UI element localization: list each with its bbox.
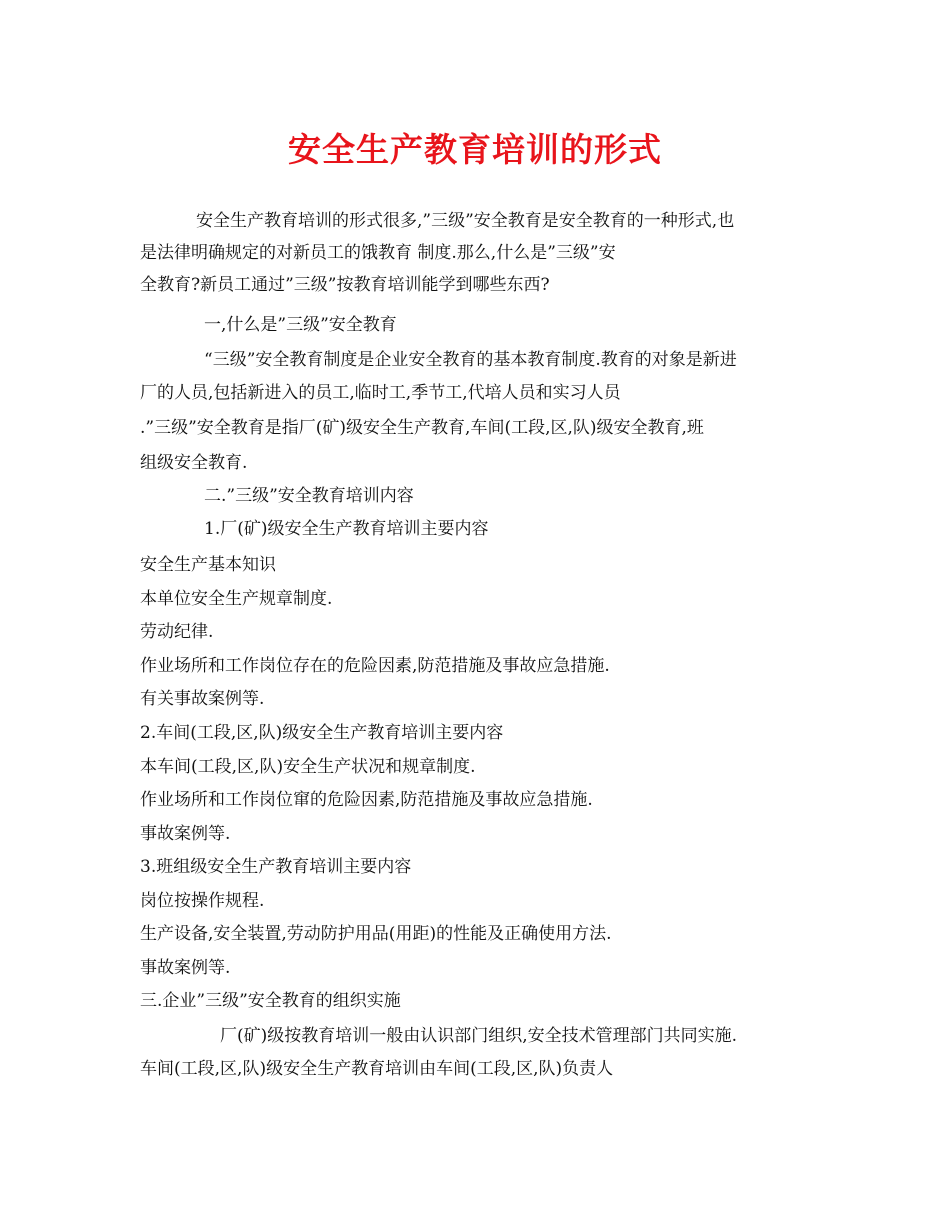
list-item: 本单位安全生产规章制度. <box>140 589 333 609</box>
paragraph-line: 车间(工段,区,队)级安全生产教育培训由车间(工段,区,队)负责人 <box>140 1059 614 1079</box>
paragraph-line: 安全生产教育培训的形式很多,”三级”安全教育是安全教育的一种形式,也 <box>196 211 735 231</box>
paragraph-line: 是法律明确规定的对新员工的饿教育 制度.那么,什么是”三级”安 <box>140 243 616 263</box>
section-heading: 二.”三级”安全教育培训内容 <box>204 486 414 506</box>
paragraph-line: 厂的人员,包括新进入的员工,临时工,季节工,代培人员和实习人员 <box>140 383 621 403</box>
list-item: 事故案例等. <box>140 958 231 978</box>
paragraph-line: 全教育?新员工通过”三级”按教育培训能学到哪些东西? <box>140 275 550 295</box>
list-item: 作业场所和工作岗位窜的危险因素,防范措施及事故应急措施. <box>140 790 593 810</box>
subsection-heading: 3.班组级安全生产教育培训主要内容 <box>140 857 412 877</box>
section-heading: 三.企业”三级”安全教育的组织实施 <box>140 991 401 1011</box>
list-item: 安全生产基本知识 <box>140 555 276 575</box>
list-item: 生产设备,安全装置,劳动防护用品(用距)的性能及正确使用方法. <box>140 924 612 944</box>
document-title: 安全生产教育培训的形式 <box>288 130 662 169</box>
list-item: 作业场所和工作岗位存在的危险因素,防范措施及事故应急措施. <box>140 656 610 676</box>
paragraph-line: 厂(矿)级按教育培训一般由认识部门组织,安全技术管理部门共同实施. <box>220 1026 738 1046</box>
paragraph-line: 组级安全教育. <box>140 453 248 473</box>
list-item: 事故案例等. <box>140 824 231 844</box>
paragraph-line: .”三级”安全教育是指厂(矿)级安全生产教育,车间(工段,区,队)级安全教育,班 <box>140 418 704 438</box>
paragraph-line: “三级”安全教育制度是企业安全教育的基本教育制度.教育的对象是新进 <box>204 350 737 370</box>
list-item: 劳动纪律. <box>140 622 214 642</box>
list-item: 本车间(工段,区,队)安全生产状况和规章制度. <box>140 757 476 777</box>
subsection-heading: 1.厂(矿)级安全生产教育培训主要内容 <box>204 519 489 539</box>
list-item: 岗位按操作规程. <box>140 891 265 911</box>
subsection-heading: 2.车间(工段,区,队)级安全生产教育培训主要内容 <box>140 723 504 743</box>
list-item: 有关事故案例等. <box>140 689 265 709</box>
section-heading: 一,什么是”三级”安全教育 <box>204 315 397 335</box>
